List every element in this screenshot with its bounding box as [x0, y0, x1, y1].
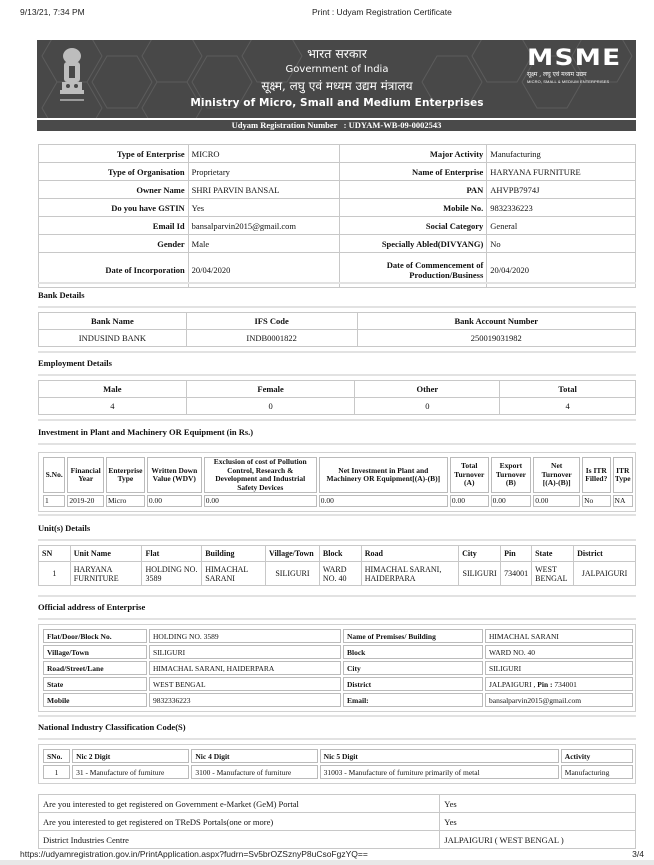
unit-header: Road — [361, 546, 458, 562]
bank-details-title: Bank Details — [38, 290, 85, 300]
page-number: 3/4 — [632, 849, 644, 859]
info-row — [39, 181, 636, 199]
print-datetime: 9/13/21, 7:34 PM — [20, 7, 85, 17]
divider — [38, 715, 636, 717]
unit-header: City — [459, 546, 501, 562]
nic-cell: 1 — [43, 765, 70, 779]
preference-row — [39, 831, 636, 849]
preference-row — [39, 795, 636, 813]
info-value: General — [487, 217, 636, 235]
male-value: 4 — [39, 398, 187, 415]
info-row — [39, 145, 636, 163]
address-row — [43, 693, 633, 707]
nic-row — [43, 765, 633, 779]
nic-cell: 31003 - Manufacture of furniture primarily of metal — [320, 765, 559, 779]
info-value: Proprietary — [188, 163, 339, 181]
address-label: Road/Street/Lane — [43, 661, 147, 675]
unit-cell: HIMACHAL SARANI — [202, 562, 266, 586]
address-label: Email: — [343, 693, 483, 707]
bank-name-value: INDUSIND BANK — [39, 330, 187, 347]
info-value: 9832336223 — [487, 199, 636, 217]
ifs-code-value: INDB0001822 — [186, 330, 357, 347]
address-row — [43, 661, 633, 675]
info-label: Gender — [39, 235, 189, 253]
nic-header: Nic 5 Digit — [320, 749, 559, 763]
female-header: Female — [186, 381, 355, 398]
investment-header: Exclusion of cost of Pollution Control, Research & Development and Industrial Safety Devices — [204, 457, 317, 493]
investment-cell: 0.00 — [450, 495, 489, 507]
investment-row — [43, 495, 633, 507]
print-title: Print : Udyam Registration Certificate — [312, 7, 452, 17]
official-address-title: Official address of Enterprise — [38, 602, 146, 612]
divider — [38, 595, 636, 597]
divider — [38, 738, 636, 740]
registration-separator: : — [343, 120, 347, 130]
info-label: Email Id — [39, 217, 189, 235]
pin-value: 734001 — [554, 679, 577, 689]
nic-cell: 3100 - Manufacture of furniture — [191, 765, 317, 779]
address-label: Name of Premises/ Building — [343, 629, 483, 643]
investment-cell: 1 — [43, 495, 65, 507]
info-label: Major Activity — [339, 145, 487, 163]
investment-header: Written Down Value (WDV) — [147, 457, 202, 493]
account-number-header: Bank Account Number — [357, 313, 636, 330]
nic-cell: Manufacturing — [561, 765, 633, 779]
info-value: MICRO — [188, 145, 339, 163]
investment-table — [38, 452, 636, 512]
nic-table — [38, 744, 636, 784]
unit-cell: JALPAIGURI — [574, 562, 636, 586]
nic-header: SNo. — [43, 749, 70, 763]
info-label: Name of Enterprise — [339, 163, 487, 181]
nic-header: Nic 4 Digit — [191, 749, 317, 763]
total-value: 4 — [500, 398, 636, 415]
investment-cell: No — [582, 495, 610, 507]
address-value — [485, 677, 633, 691]
address-value-text: JALPAIGURI , — [489, 679, 536, 689]
msme-english-text: MICRO, SMALL & MEDIUM ENTERPRISES — [527, 79, 610, 84]
investment-header: Enterprise Type — [106, 457, 145, 493]
nic-cell: 31 - Manufacture of furniture — [72, 765, 189, 779]
unit-header: Block — [319, 546, 361, 562]
info-label: Date of Incorporation — [39, 253, 189, 288]
investment-cell: 0.00 — [319, 495, 448, 507]
divider — [38, 539, 636, 541]
national-emblem-icon — [52, 46, 92, 108]
address-label: Village/Town — [43, 645, 147, 659]
registration-preferences-table — [38, 794, 636, 849]
address-label: Flat/Door/Block No. — [43, 629, 147, 643]
unit-header: State — [532, 546, 574, 562]
total-header: Total — [500, 381, 636, 398]
preference-question: Are you interested to get registered on Government e-Market (GeM) Portal — [39, 795, 440, 813]
preference-row — [39, 813, 636, 831]
registration-number: UDYAM-WB-09-0002543 — [348, 120, 442, 130]
nic-title: National Industry Classification Code(S) — [38, 722, 186, 732]
info-value: 20/04/2020 — [188, 253, 339, 288]
info-label: Owner Name — [39, 181, 189, 199]
info-label: PAN — [339, 181, 487, 199]
enterprise-info-table — [38, 144, 636, 288]
employment-details-title: Employment Details — [38, 358, 112, 368]
address-label: Block — [343, 645, 483, 659]
pin-label: Pin : — [537, 679, 553, 689]
banner-titles — [157, 46, 517, 111]
unit-header: Unit Name — [70, 546, 142, 562]
info-row — [39, 163, 636, 181]
info-value: Male — [188, 235, 339, 253]
address-value-text: bansalparvin2015@gmail.com — [489, 695, 582, 705]
divider — [38, 514, 636, 516]
government-banner — [37, 40, 636, 118]
unit-header: Village/Town — [265, 546, 319, 562]
preference-answer: Yes — [440, 813, 636, 831]
address-value: 9832336223 — [149, 693, 341, 707]
account-number-value: 250019031982 — [357, 330, 636, 347]
info-value: bansalparvin2015@gmail.com — [188, 217, 339, 235]
male-header: Male — [39, 381, 187, 398]
investment-header: S.No. — [43, 457, 65, 493]
unit-cell: WEST BENGAL — [532, 562, 574, 586]
investment-cell: 0.00 — [147, 495, 202, 507]
bank-name-header: Bank Name — [39, 313, 187, 330]
unit-cell: HARYANA FURNITURE — [70, 562, 142, 586]
address-value-text: HIMACHAL SARANI — [489, 631, 559, 641]
address-value — [485, 661, 633, 675]
preference-answer: Yes — [440, 795, 636, 813]
unit-header: Building — [202, 546, 266, 562]
investment-cell: Micro — [106, 495, 145, 507]
nic-header: Activity — [561, 749, 633, 763]
address-value-text: SILIGURI — [489, 663, 522, 673]
ifs-code-header: IFS Code — [186, 313, 357, 330]
address-row — [43, 677, 633, 691]
unit-cell: SILIGURI — [459, 562, 501, 586]
investment-cell: NA — [613, 495, 633, 507]
address-value: WEST BENGAL — [149, 677, 341, 691]
hindi-govt-title: भारत सरकार — [307, 46, 367, 61]
divider — [38, 443, 636, 445]
info-label: Do you have GSTIN — [39, 199, 189, 217]
info-label: Type of Organisation — [39, 163, 189, 181]
investment-cell: 2019-20 — [67, 495, 104, 507]
info-value: Yes — [188, 199, 339, 217]
female-value: 0 — [186, 398, 355, 415]
unit-header: Flat — [142, 546, 202, 562]
unit-cell: WARD NO. 40 — [319, 562, 361, 586]
address-row — [43, 629, 633, 643]
other-value: 0 — [355, 398, 500, 415]
investment-title: Investment in Plant and Machinery OR Equipment (in Rs.) — [38, 427, 254, 437]
unit-header: SN — [39, 546, 71, 562]
official-address-table — [38, 624, 636, 712]
investment-cell: 0.00 — [491, 495, 532, 507]
preference-question: District Industries Centre — [39, 831, 440, 849]
page-url: https://udyamregistration.gov.in/PrintApplication.aspx?fudrn=Sv5brOZSznyP8uCsoFgzYQ== — [20, 849, 368, 859]
investment-cell: 0.00 — [533, 495, 580, 507]
preference-question: Are you interested to get registered on TReDS Portals(one or more) — [39, 813, 440, 831]
investment-header: Net Turnover [(A)-(B)] — [533, 457, 580, 493]
msme-logo-text: MSME — [527, 46, 622, 71]
address-value: SILIGURI — [149, 645, 341, 659]
address-value — [485, 629, 633, 643]
units-table — [38, 545, 636, 586]
info-value: 20/04/2020 — [487, 253, 636, 288]
address-label: City — [343, 661, 483, 675]
divider — [38, 419, 636, 421]
unit-cell: 1 — [39, 562, 71, 586]
investment-cell: 0.00 — [204, 495, 317, 507]
info-value: Manufacturing — [487, 145, 636, 163]
registration-number-bar — [37, 120, 636, 131]
divider — [38, 282, 636, 284]
unit-cell: HIMACHAL SARANI, HAIDERPARA — [361, 562, 458, 586]
investment-header: Net Investment in Plant and Machinery OR Equipment[(A)-(B)] — [319, 457, 448, 493]
msme-logo — [527, 48, 627, 85]
info-value: No — [487, 235, 636, 253]
nic-header: Nic 2 Digit — [72, 749, 189, 763]
info-row — [39, 217, 636, 235]
investment-header: Is ITR Filled? — [582, 457, 610, 493]
info-value: SHRI PARVIN BANSAL — [188, 181, 339, 199]
address-value — [485, 645, 633, 659]
unit-header: District — [574, 546, 636, 562]
units-title: Unit(s) Details — [38, 523, 91, 533]
employment-details-table — [38, 380, 636, 415]
unit-header: Pin — [501, 546, 532, 562]
other-header: Other — [355, 381, 500, 398]
registration-label: Udyam Registration Number — [231, 120, 338, 130]
info-value: AHVPB7974J — [487, 181, 636, 199]
info-label: Date of Commencement of Production/Business — [339, 253, 487, 288]
info-label: Mobile No. — [339, 199, 487, 217]
info-row — [39, 235, 636, 253]
investment-header: ITR Type — [613, 457, 633, 493]
address-label: District — [343, 677, 483, 691]
info-value: HARYANA FURNITURE — [487, 163, 636, 181]
print-header — [0, 5, 654, 19]
bank-details-table — [38, 312, 636, 347]
address-value: HIMACHAL SARANI, HAIDERPARA — [149, 661, 341, 675]
info-label: Social Category — [339, 217, 487, 235]
address-label: State — [43, 677, 147, 691]
msme-hindi-text: सूक्ष्म , लघु एवं मध्यम उद्यम — [527, 71, 587, 78]
investment-header: Financial Year — [67, 457, 104, 493]
address-value — [485, 693, 633, 707]
divider — [38, 618, 636, 620]
divider — [38, 374, 636, 376]
footer-strip — [0, 860, 654, 865]
preference-answer: JALPAIGURI ( WEST BENGAL ) — [440, 831, 636, 849]
address-value: HOLDING NO. 3589 — [149, 629, 341, 643]
divider — [38, 351, 636, 353]
unit-cell: SILIGURI — [265, 562, 319, 586]
address-row — [43, 645, 633, 659]
info-label: Type of Enterprise — [39, 145, 189, 163]
investment-header: Export Turnover (B) — [491, 457, 532, 493]
unit-cell: 734001 — [501, 562, 532, 586]
investment-header: Total Turnover (A) — [450, 457, 489, 493]
info-label: Specially Abled(DIVYANG) — [339, 235, 487, 253]
english-govt-title: Government of India — [285, 64, 389, 75]
unit-row — [39, 562, 636, 586]
english-ministry-title: Ministry of Micro, Small and Medium Enterprises — [190, 97, 484, 109]
unit-cell: HOLDING NO. 3589 — [142, 562, 202, 586]
hindi-ministry-title: सूक्ष्म, लघु एवं मध्यम उद्यम मंत्रालय — [261, 79, 413, 93]
address-value-text: WARD NO. 40 — [489, 647, 536, 657]
divider — [38, 306, 636, 308]
info-row — [39, 199, 636, 217]
address-label: Mobile — [43, 693, 147, 707]
